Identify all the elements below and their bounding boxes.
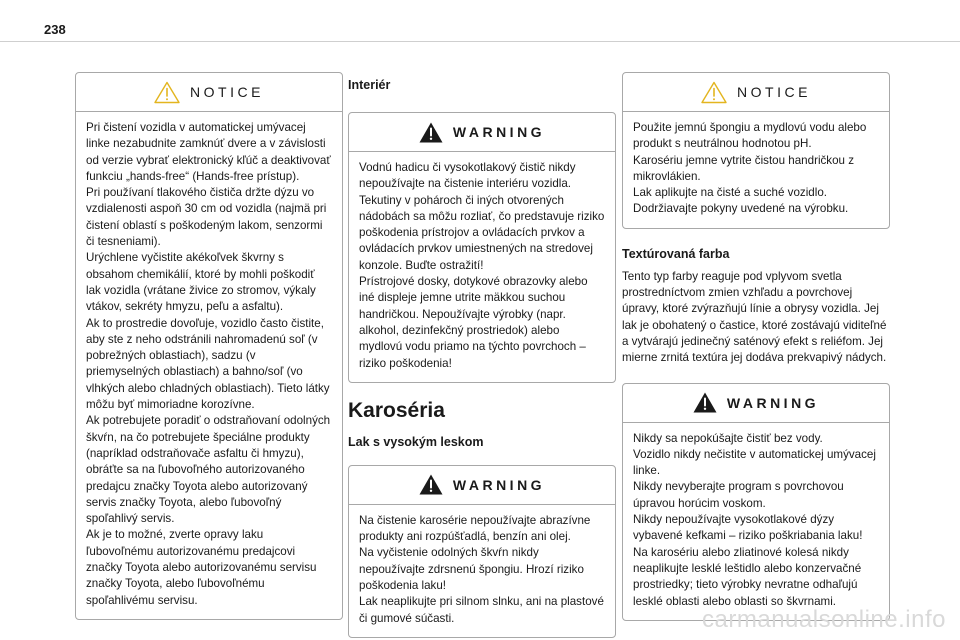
notice-box [75,72,343,620]
notice-paragraph: Použite jemnú špongiu a mydlovú vodu alebo produkt s neutrálnou hodnotou pH. [633,121,867,151]
warning-title: WARNING [452,476,546,493]
warning-paragraph: Nikdy sa nepokúšajte čistiť bez vody. [633,431,823,445]
warning-title: WARNING [726,394,820,411]
warning-triangle-icon [693,392,717,413]
interior-heading: Interiér [348,78,391,92]
warning-paragraph: Vozidlo nikdy nečistite v automatickej umývacej linke. [633,447,876,478]
notice-header [76,73,342,112]
notice-title: NOTICE [737,84,811,100]
notice-paragraph: Pri čistení vozidla v automatickej umývacej linke nezabudnite zamknúť dvere a v závislosti od verzie vybrať elektronický kľúč a deaktivovať funkciu „hands-free“ (Hands-free prístup). [86,121,331,183]
warning-triangle-icon [419,122,443,143]
notice-paragraph: Ak to prostredie dovoľuje, vozidlo často čistite, aby ste z neho odstránili nahromadenú soľ (v pobrežných oblastiach), sadzu (v priemyselných oblastiach) a bahno/soľ (vo vlhkých alebo chladných oblastiach). Tieto látky môžu byť mimoriadne korozívne. [86,316,330,412]
warning-paragraph: Na karosériu alebo zliatinové kolesá nikdy neaplikujte lesklé leštidlo alebo konzervačné prostriedky; tieto výrobky nevratne odhaľujú lesklé oblasti alebo oblasti so škvrnami. [633,545,862,608]
notice-body [633,120,879,218]
notice-paragraph: Dodržiavajte pokyny uvedené na výrobku. [633,202,849,216]
notice-paragraph: Lak aplikujte na čisté a suché vozidlo. [633,186,827,200]
warning-triangle-icon [419,474,443,495]
warning-paragraph: Nikdy nevyberajte program s povrchovou úpravou horúcim voskom. [633,480,844,510]
notice-triangle-icon [701,81,727,104]
notice-triangle-icon [154,81,180,104]
warning-title: WARNING [452,124,546,140]
warning-paragraph: Na vyčistenie odolných škvŕn nikdy nepoužívajte zdrsnenú špongiu. Hrozí riziko poškodenia laku! [359,546,584,593]
warning-paragraph: Na čistenie karosérie nepoužívajte abrazívne produkty ani rozpúšťadlá, benzín ani olej. [359,513,591,544]
warning-body [633,431,879,610]
warning-box-texture [622,383,890,621]
notice-header [623,73,889,112]
notice-paragraph: Pri používaní tlakového čističa držte dýzu vo vzdialenosti aspoň 30 cm od vozidla (najmä pri čistení oblastí s poškodeným lakom, senzormi či tesneniami). [86,186,327,249]
notice-paragraph: Ak potrebujete poradiť o odstraňovaní odolných škvŕn, na čo potrebujete špeciálne produkty (napríklad odstraňovače asfaltu či hmyzu), obráťte sa na ľubovoľného autorizovaného predajcu značky Toyota alebo autorizovaný servis značky Toyota, alebo ľubovoľný spoľahlivý servis. [86,414,331,526]
warning-paragraph: Prístrojové dosky, dotykové obrazovky alebo iné displeje jemne utrite mäkkou suchou handričkou. Nepoužívajte výrobky (napr. alkohol, dezinfekčný prostriedok) alebo mydlovú vodu priamo na týchto povrchoch – riziko poškodenia! [359,275,588,370]
warning-header [349,466,615,505]
notice-body [86,120,332,609]
page-number: 238 [44,22,66,37]
texture-text: Tento typ farby reaguje pod vplyvom svetla prostredníctvom zmien vzhľadu a povrchovej úpravy, ktoré zvýrazňujú línie a obrysy vozidla. Jej lak je obohatený o častice, ktoré zostávajú viditeľné a vytvárajú jedinečný saténový efekt s reliéfom. Jej mierne zrnitá textúra jej dodáva prekvapivý nádych. [622,269,887,365]
warning-box-interior [348,112,616,383]
warning-body [359,160,605,372]
warning-paragraph: Vodnú hadicu či vysokotlakový čistič nikdy nepoužívajte na čistenie interiéru vozidla. Tekutiny v pohároch či iných otvorených nádobách sa môžu rozliať, čo predstavuje riziko poškodenia prístrojov a ovládacích prvkov a ovládacích prvkov umiestnených na stredovej konzole. Buďte ostražití! [359,161,605,272]
column-right [622,72,890,621]
warning-paragraph: Lak neaplikujte pri silnom slnku, ani na plastové či gumové súčasti. [359,595,604,625]
column-left [75,72,343,620]
gloss-heading: Lak s vysokým leskom [348,434,484,449]
watermark: carmanualsonline.info [702,606,946,633]
warning-header [349,113,615,152]
body-heading: Karoséria [348,398,445,422]
notice-paragraph: Urýchlene vyčistite akékoľvek škvrny s obsahom chemikálií, ktoré by mohli poškodiť lak vozidla (vrátane živice zo stromov, výkaly vtákov, sekréty hmyzu, peľu a asfaltu). [86,251,316,314]
notice-box [622,72,890,229]
header-divider [0,41,960,42]
warning-header [623,384,889,423]
notice-paragraph: Karosériu jemne vytrite čistou handričkou z mikrovlákien. [633,153,855,183]
notice-paragraph: Ak je to možné, zverte opravy laku ľubovoľnému autorizovanému predajcovi značky Toyota alebo autorizovanému servisu značky Toyota, alebo ľubovoľnému spoľahlivému servisu. [86,528,317,607]
warning-body [359,513,605,627]
warning-paragraph: Nikdy nepoužívajte vysokotlakové dýzy vybavené kefkami – riziko poškriabania laku! [633,513,863,543]
warning-box-body [348,465,616,638]
texture-heading: Textúrovaná farba [622,246,730,261]
notice-title: NOTICE [190,84,264,100]
column-middle [348,72,616,638]
